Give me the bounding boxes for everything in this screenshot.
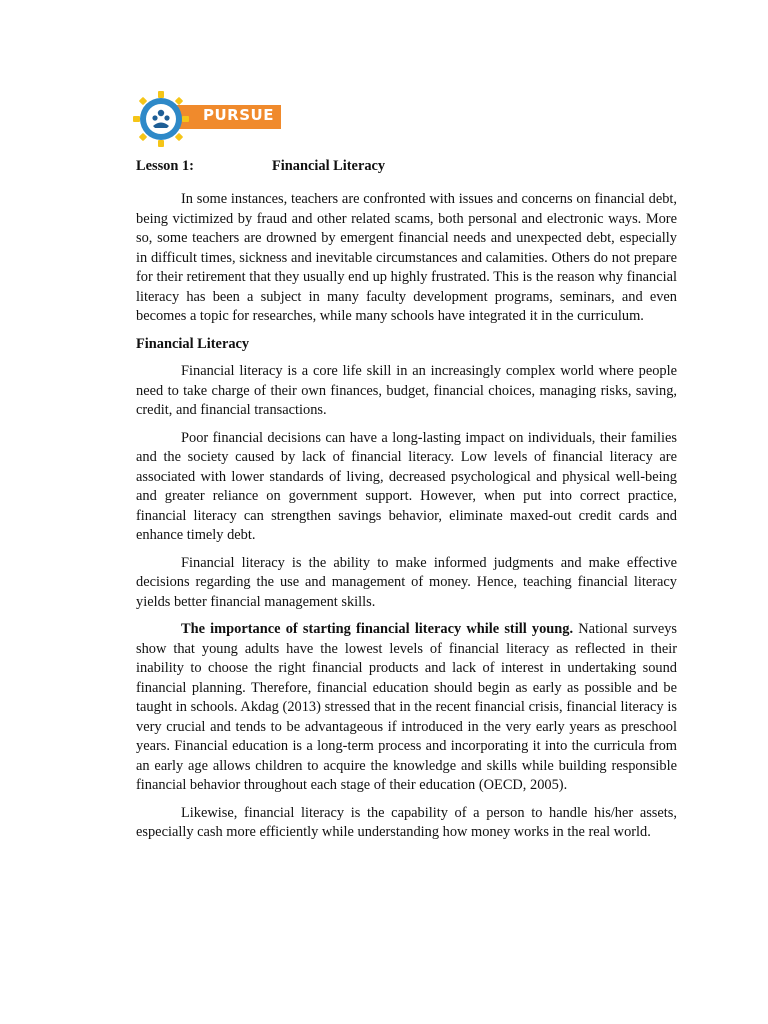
pursue-badge [133, 91, 283, 147]
paragraph-likewise: Likewise, financial literacy is the capability of a person to handle his/her assets, especially cash more efficiently while understanding how money works in the real world. [136, 804, 677, 840]
lesson-number: Lesson 1: [136, 158, 194, 174]
lesson-heading [136, 157, 677, 177]
badge-inner-circle [146, 104, 176, 134]
paragraph-definition: Financial literacy is the ability to make informed judgments and make effective decisions regarding the use and management of money. Hence, teaching financial literacy yields better financial management skills. [136, 554, 677, 610]
importance-body: National surveys show that young adults have the lowest levels of financial literacy as reflected in their inability to choose the right financial products and lack of interest in undertaking sound financial planning. Therefore, financial education should begin as early as possible and be taught in schools. Akdag (2013) stressed that in the recent financial crisis, financial literacy is very crucial and tends to be advantageous if introduced in the very early years as preschool years. Financial education is a long-term process and incorporating it into the curricula from an early age allows children to acquire the knowledge and skills while building responsible financial behavior throughout each stage of their education (OECD, 2005). [136, 621, 677, 793]
document-body [136, 157, 677, 851]
paragraph-core-life-skill: Financial literacy is a core life skill in an increasingly complex world where people need to take charge of their own finances, budget, financial choices, managing risks, saving, credit, and financial transactions. [136, 363, 677, 418]
paragraph-importance [136, 620, 677, 796]
importance-lead: The importance of starting financial literacy while still young. [181, 621, 574, 637]
intro-paragraph: In some instances, teachers are confronted with issues and concerns on financial debt, being victimized by fraud and other related scams, both personal and electronic ways. More so, some teachers are drowned by emergent financial needs and unexpected debt, especially in difficult times, sickness and inevitable circumstances and calamities. Others do not prepare for their retirement that they usually end up highly frustrated. This is the reason why financial literacy has been a subject in many faculty development programs, seminars, and even becomes a topic for researches, while many schools have integrated it in the curriculum. [136, 191, 677, 324]
paragraph-poor-decisions: Poor financial decisions can have a long-lasting impact on individuals, their families and the society caused by lack of financial literacy. Low levels of financial literacy are associated with lower standards of living, decreased psychological and physical well-being and greater reliance on government support. However, when put into correct practice, financial literacy can strengthen savings behavior, eliminate maxed-out credit cards and enhance timely debt. [136, 429, 677, 543]
pursue-label: PURSUE [203, 106, 274, 124]
lesson-title: Financial Literacy [272, 158, 386, 174]
section-heading: Financial Literacy [136, 335, 250, 352]
